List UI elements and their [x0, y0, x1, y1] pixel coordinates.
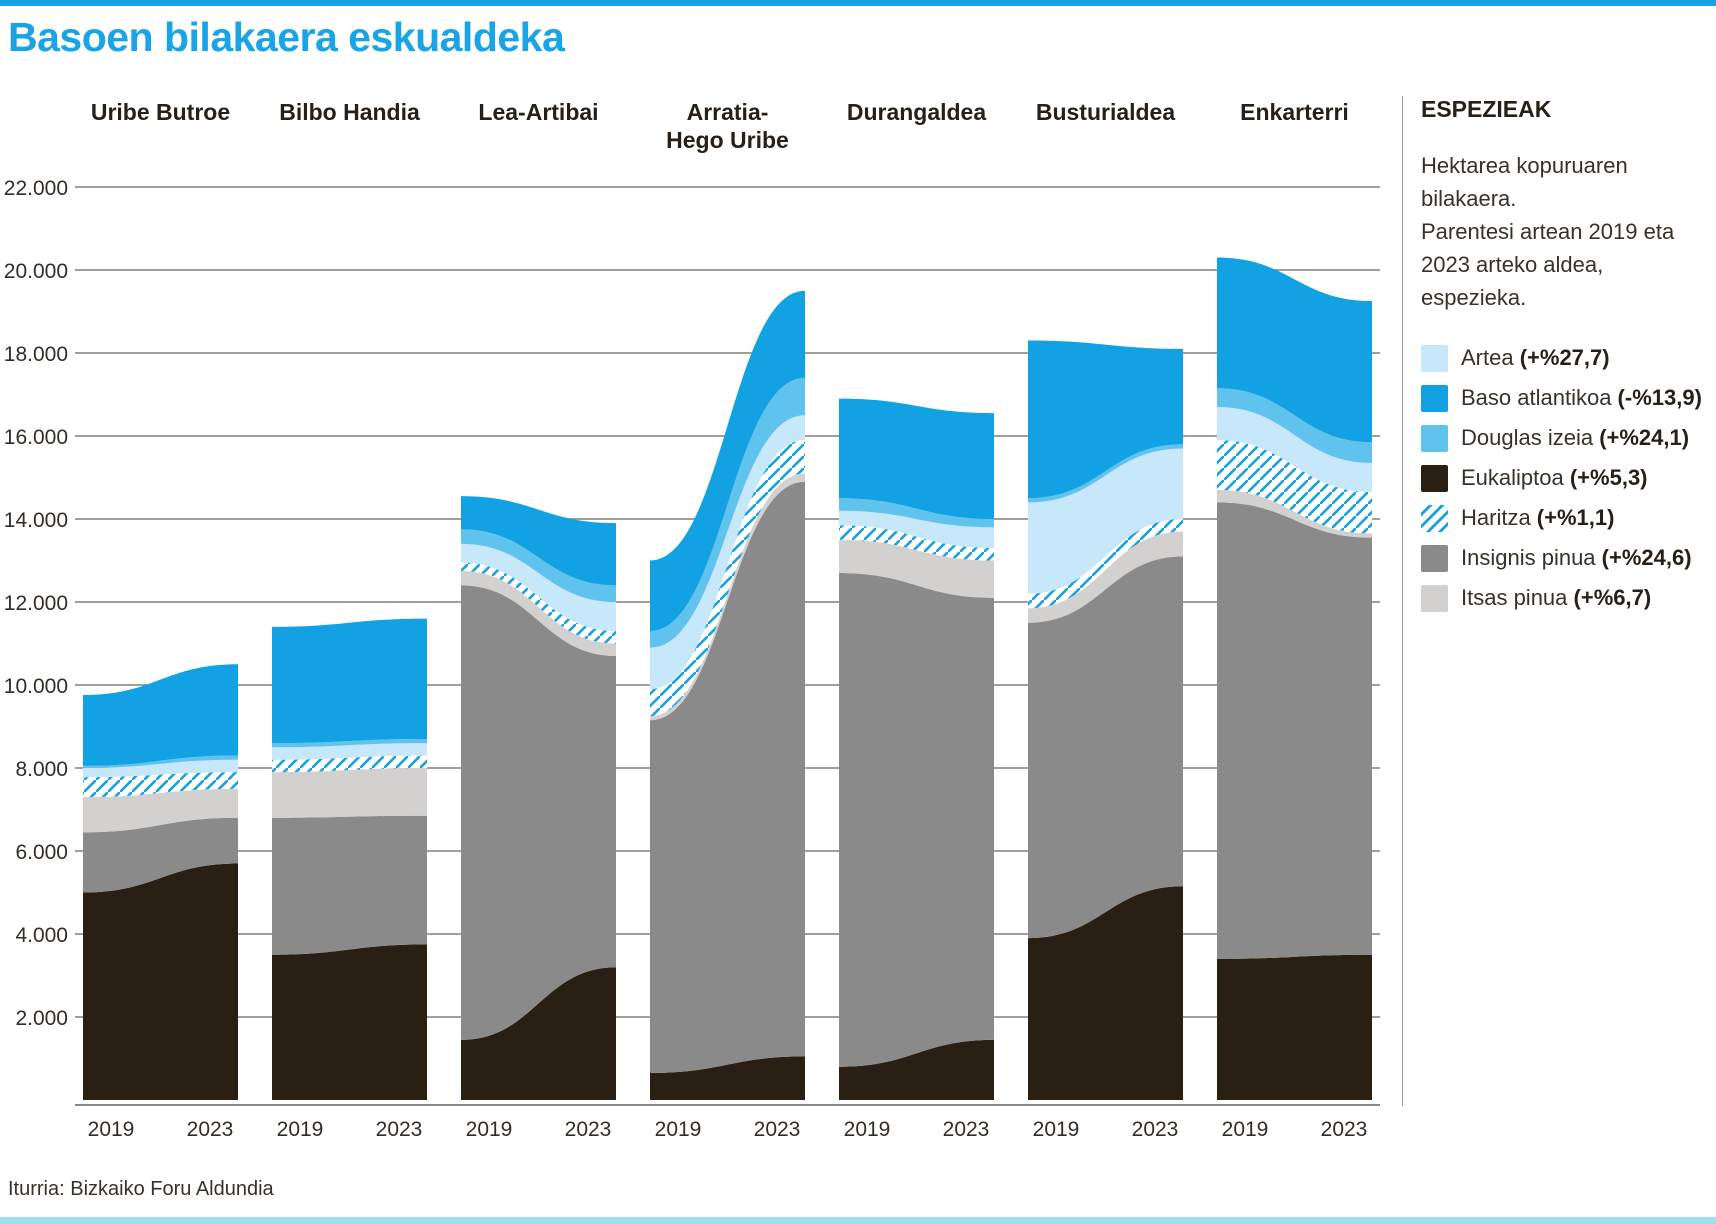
legend-swatch-baso_atlantikoa	[1421, 385, 1448, 412]
legend-swatch-artea	[1421, 345, 1448, 372]
legend-swatch-eukaliptoa	[1421, 465, 1448, 492]
legend-label-haritza: Haritza (+%1,1)	[1461, 505, 1615, 530]
band-bilbo-handia-eukaliptoa	[272, 944, 427, 1100]
band-durangaldea-insignis_pinua	[839, 573, 994, 1067]
legend-description-2: Parentesi artean 2019 eta 2023 arteko aldea, espezieka.	[1421, 219, 1675, 310]
legend-label-douglas_izeia: Douglas izeia (+%24,1)	[1461, 425, 1690, 450]
legend-swatch-insignis_pinua	[1421, 545, 1448, 572]
y-tick-label: 6.000	[15, 841, 68, 864]
x-tick-label-2023: 2023	[375, 1118, 423, 1141]
legend-item-artea	[1421, 344, 1707, 372]
region-header: Uribe Butroe	[90, 99, 231, 125]
y-tick-label: 12.000	[3, 592, 68, 615]
y-tick-label: 16.000	[3, 426, 68, 449]
band-enkarterri-insignis_pinua	[1217, 502, 1372, 959]
legend-label-eukaliptoa: Eukaliptoa (+%5,3)	[1461, 465, 1648, 490]
x-tick-label-2023: 2023	[942, 1118, 990, 1141]
x-tick-label-2019: 2019	[465, 1118, 513, 1141]
legend-label-itsas_pinua: Itsas pinua (+%6,7)	[1461, 585, 1652, 610]
legend-item-itsas_pinua	[1421, 584, 1707, 612]
legend-swatch-haritza	[1421, 505, 1448, 532]
x-tick-label-2019: 2019	[843, 1118, 891, 1141]
region-header: Arratia-	[686, 99, 769, 125]
band-uribe-butroe-baso_atlantikoa	[83, 664, 238, 766]
x-tick-label-2023: 2023	[753, 1118, 801, 1141]
x-tick-label-2023: 2023	[186, 1118, 234, 1141]
y-tick-label: 4.000	[15, 924, 68, 947]
legend-item-eukaliptoa	[1421, 464, 1707, 492]
band-uribe-butroe-eukaliptoa	[83, 863, 238, 1100]
region-header: Busturialdea	[1035, 99, 1176, 125]
legend-swatch-itsas_pinua	[1421, 585, 1448, 612]
y-tick-label: 8.000	[15, 758, 68, 781]
legend-label-insignis_pinua: Insignis pinua (+%24,6)	[1461, 545, 1692, 570]
x-tick-label-2023: 2023	[1131, 1118, 1179, 1141]
y-tick-label: 14.000	[3, 509, 68, 532]
band-bilbo-handia-itsas_pinua	[272, 768, 427, 818]
region-header: Bilbo Handia	[279, 99, 420, 125]
legend-item-insignis_pinua	[1421, 544, 1707, 572]
x-tick-label-2019: 2019	[87, 1118, 135, 1141]
y-tick-label: 18.000	[3, 343, 68, 366]
x-tick-label-2019: 2019	[1032, 1118, 1080, 1141]
bottom-accent-bar	[0, 1217, 1716, 1224]
legend-item-haritza	[1421, 504, 1707, 532]
legend-heading: ESPEZIEAK	[1421, 96, 1552, 122]
legend-item-douglas_izeia	[1421, 424, 1707, 452]
legend-description-1: Hektarea kopuruaren bilakaera.	[1421, 153, 1628, 211]
band-bilbo-handia-baso_atlantikoa	[272, 619, 427, 744]
legend-swatch-douglas_izeia	[1421, 425, 1448, 452]
x-tick-label-2019: 2019	[1221, 1118, 1269, 1141]
band-bilbo-handia-insignis_pinua	[272, 816, 427, 955]
legend-label-artea: Artea (+%27,7)	[1461, 345, 1610, 370]
x-tick-label-2023: 2023	[1320, 1118, 1368, 1141]
region-header: Lea-Artibai	[478, 99, 599, 125]
legend-list	[1421, 344, 1707, 612]
y-tick-label: 2.000	[15, 1007, 68, 1030]
x-tick-label-2019: 2019	[276, 1118, 324, 1141]
region-header: Hego Uribe	[666, 127, 789, 153]
x-tick-label-2023: 2023	[564, 1118, 612, 1141]
area-band-layer	[83, 258, 1372, 1100]
region-header: Durangaldea	[846, 99, 987, 125]
source-note: Iturria: Bizkaiko Foru Aldundia	[8, 1178, 274, 1200]
y-tick-label: 20.000	[3, 260, 68, 283]
legend-label-baso_atlantikoa: Baso atlantikoa (-%13,9)	[1461, 385, 1702, 410]
region-header: Enkarterri	[1240, 99, 1349, 125]
legend-panel	[1421, 96, 1707, 624]
legend-item-baso_atlantikoa	[1421, 384, 1707, 412]
x-tick-label-2019: 2019	[654, 1118, 702, 1141]
legend-separator-line	[1402, 96, 1403, 1106]
y-tick-label: 10.000	[3, 675, 68, 698]
band-enkarterri-eukaliptoa	[1217, 955, 1372, 1100]
y-tick-label: 22.000	[3, 177, 68, 200]
page-title: Basoen bilakaera eskualdeka	[8, 14, 565, 60]
